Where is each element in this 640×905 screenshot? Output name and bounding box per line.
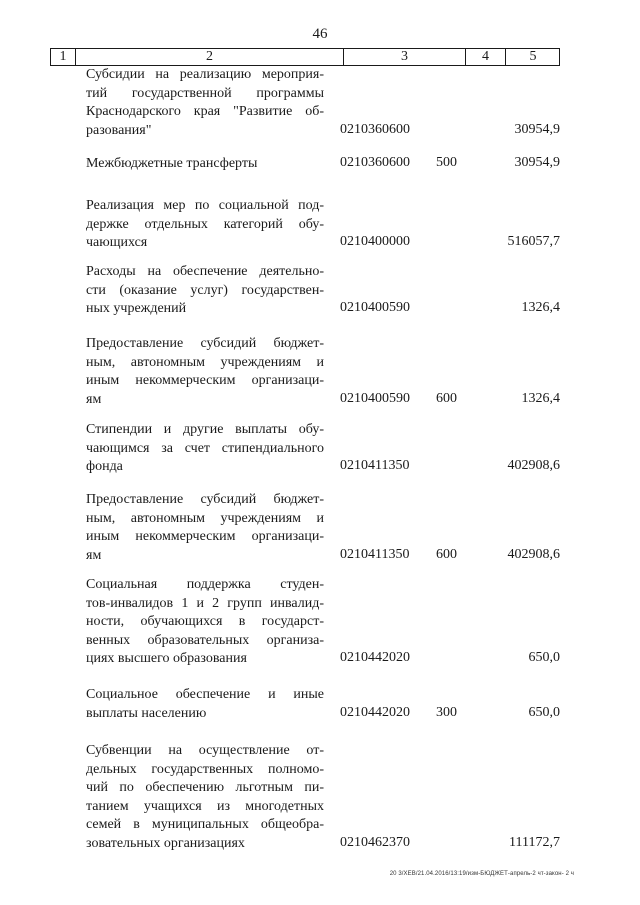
row-expense-type: 300 (436, 704, 457, 720)
row-amount: 30954,9 (514, 155, 560, 170)
description-line: фонда (86, 459, 123, 474)
description-line: ных учреждений (86, 301, 187, 316)
row-description (86, 576, 324, 669)
description-line: дельных государственных полномо- (86, 761, 324, 777)
row-description (86, 491, 324, 565)
description-line: тий государственной программы (86, 85, 324, 101)
description-line: Реализация мер по социальной под- (86, 198, 324, 213)
description-line: сти (оказание услуг) государствен- (86, 282, 324, 298)
row-amount: 30954,9 (514, 121, 560, 137)
description-line: циях высшего образования (86, 651, 247, 666)
row-code: 0210411350 (340, 546, 410, 562)
row-code: 0210400000 (340, 234, 410, 249)
row-amount: 402908,6 (507, 458, 560, 473)
row-code: 0210442020 (340, 650, 410, 665)
row-expense-type: 600 (436, 546, 457, 562)
row-amount: 650,0 (528, 650, 560, 665)
row-description (86, 421, 324, 477)
column-header-1: 1 (59, 49, 67, 64)
description-line: выплаты населению (86, 705, 207, 721)
description-line: Предоставление субсидий бюджет- (86, 492, 324, 507)
row-code: 0210411350 (340, 458, 410, 473)
description-line: Социальное обеспечение и иные (86, 687, 324, 702)
description-line: тов-инвалидов 1 и 2 групп инвалид- (86, 595, 324, 611)
description-line: танием учащихся из многодетных (86, 798, 324, 814)
row-amount: 516057,7 (507, 234, 560, 249)
row-expense-type: 600 (436, 390, 457, 406)
page-number: 46 (312, 26, 328, 42)
description-line: ям (86, 391, 102, 407)
row-description (86, 197, 324, 253)
description-line: ям (86, 547, 102, 563)
description-line: чающимся за счет стипендиального (86, 440, 324, 456)
description-line: ным, автономным учреждениям и (86, 510, 324, 526)
description-line: держке отдельных категорий обу- (86, 216, 324, 232)
row-amount: 1326,4 (521, 300, 560, 315)
row-amount: 650,0 (528, 704, 560, 720)
column-header-3: 3 (343, 49, 465, 65)
row-code: 0210400590 (340, 300, 410, 315)
row-amount: 402908,6 (507, 546, 560, 562)
description-line: Расходы на обеспечение деятельно- (86, 264, 324, 279)
row-description (86, 155, 324, 174)
description-line: Субсидии на реализацию мероприя- (86, 67, 324, 82)
description-line: семей в муниципальных общеобра- (86, 817, 324, 832)
description-line: зовательных организациях (86, 835, 245, 851)
row-amount: 111172,7 (509, 834, 560, 850)
description-line: ным, автономным учреждениям и (86, 354, 324, 370)
description-line: Социальная поддержка студен- (86, 577, 324, 592)
footer-stamp: 20 3/XEB/21.04.2016/13:19/изм-БЮДЖЕТ-апрель-2 чт-закон- 2 ч (389, 871, 574, 877)
row-code: 0210442020 (340, 704, 410, 720)
row-description (86, 686, 324, 723)
column-header-5: 5 (505, 49, 560, 65)
row-code: 0210360600 (340, 155, 410, 170)
row-description (86, 263, 324, 319)
row-expense-type: 500 (436, 155, 457, 170)
row-description (86, 742, 324, 853)
description-line: Предоставление субсидий бюджет- (86, 336, 324, 351)
row-code: 0210360600 (340, 121, 410, 137)
description-line: разования" (86, 122, 152, 138)
description-line: Субвенции на осуществление от- (86, 743, 324, 758)
column-header-4: 4 (465, 49, 505, 65)
description-line: Межбюджетные трансферты (86, 156, 258, 171)
description-line: иным некоммерческим организаци- (86, 373, 324, 388)
row-description (86, 66, 324, 140)
description-line: Краснодарского края "Развитие об- (86, 104, 324, 119)
row-code: 0210400590 (340, 390, 410, 406)
row-amount: 1326,4 (521, 390, 560, 406)
description-line: чий по обеспечению льготным пи- (86, 780, 324, 795)
description-line: венных образовательных организа- (86, 632, 324, 648)
description-line: иным некоммерческим организаци- (86, 529, 324, 544)
row-code: 0210462370 (340, 834, 410, 850)
description-line: ности, обучающихся в государст- (86, 614, 324, 629)
row-description (86, 335, 324, 409)
description-line: Стипендии и другие выплаты обу- (86, 422, 324, 437)
column-header-row (50, 48, 560, 66)
description-line: чающихся (86, 235, 148, 250)
column-header-2: 2 (75, 49, 343, 65)
